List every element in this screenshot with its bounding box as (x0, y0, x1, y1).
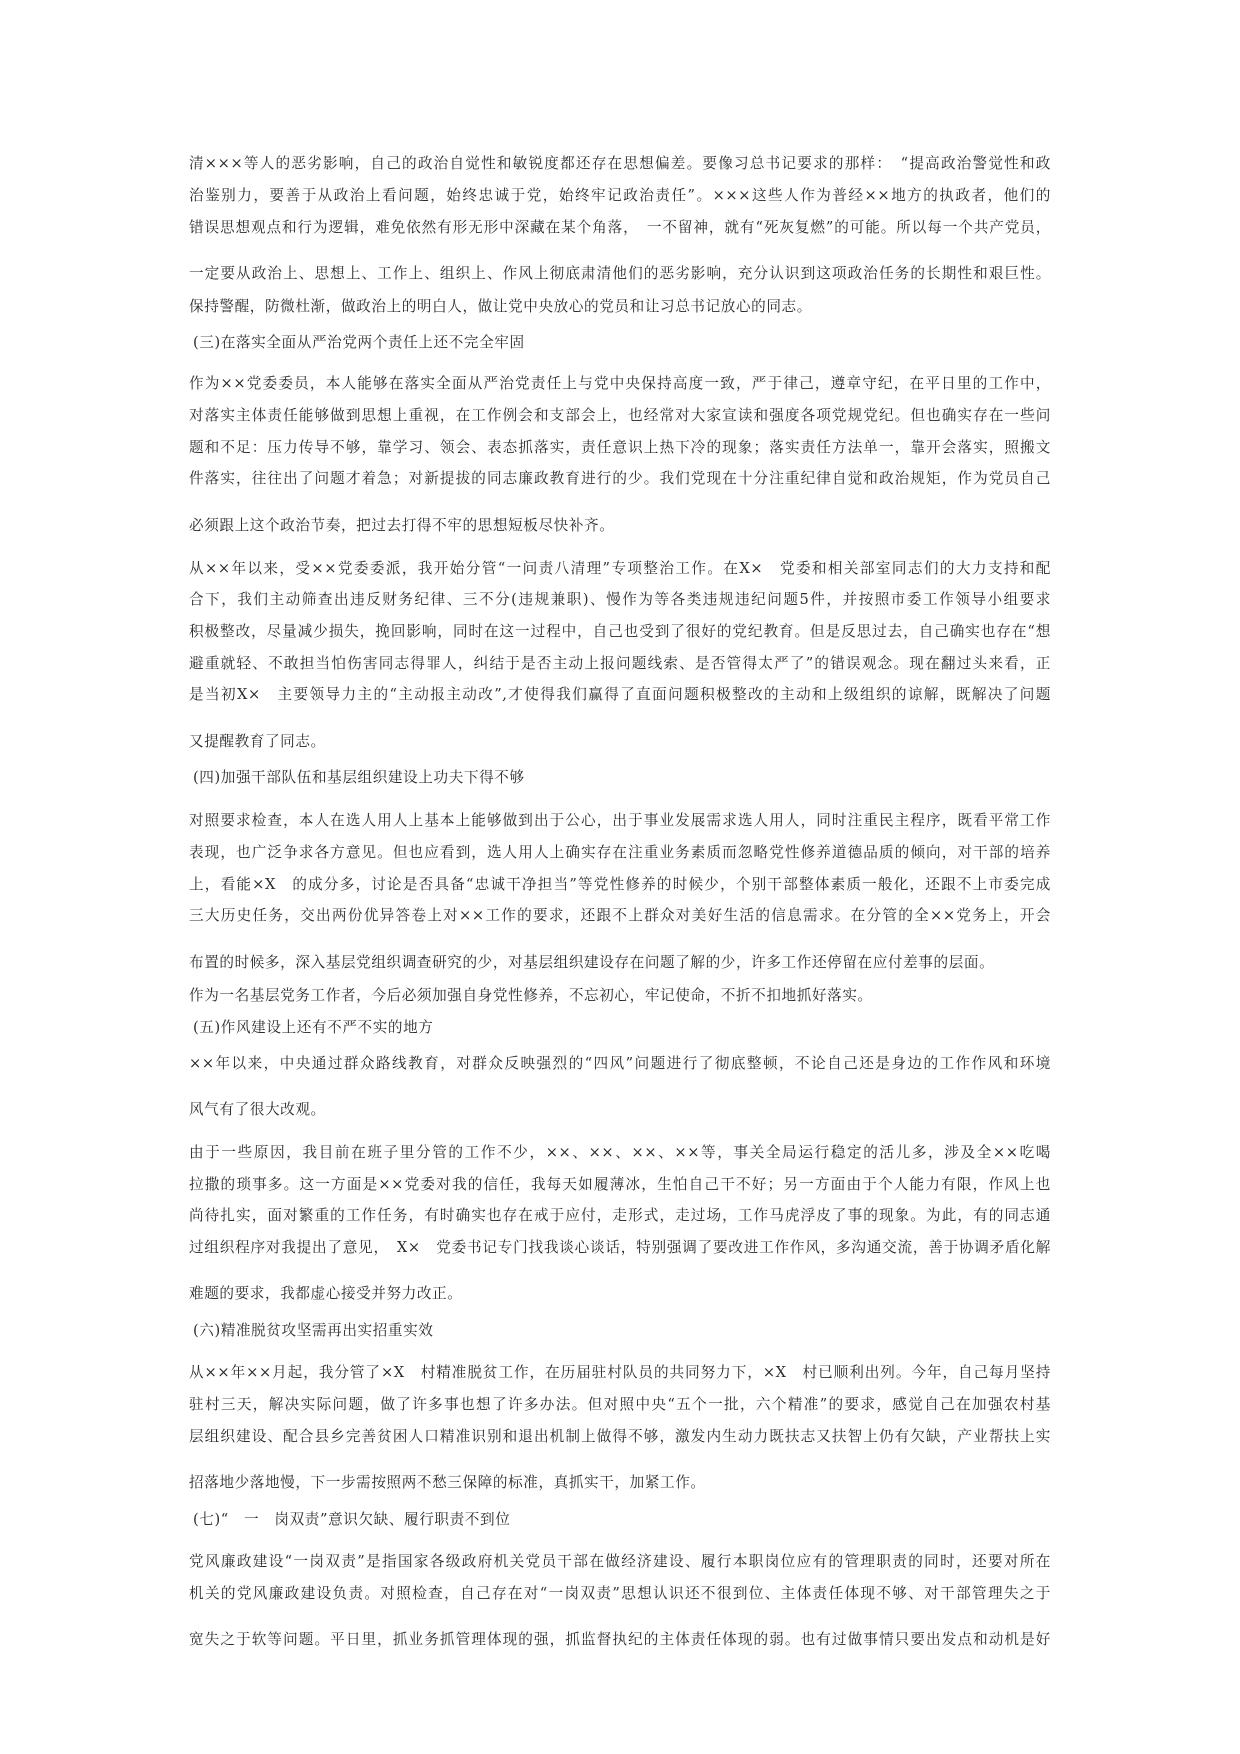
text-line: 尚待扎实，面对繁重的工作任务，有时确实也存在戒于应付，走形式，走过场，工作马虎浮皮了事的现象。为此，有的同志通 (189, 1207, 1051, 1224)
text-line: 层组织建设、配合县乡完善贫困人口精准识别和退出机制上做得不够，激发内生动力既扶志又扶智上仍有欠缺，产业帮扶上实 (189, 1428, 1051, 1445)
text-line: 积极整改，尽量减少损失，挽回影响，同时在这一过程中，自己也受到了很好的党纪教育。但是反思过去，自己确实也存在“想 (189, 623, 1051, 640)
text-line: 作为××党委委员，本人能够在落实全面从严治党责任上与党中央保持高度一致，严于律己，遵章守纪，在平日里的工作中， (189, 375, 1051, 392)
text-line: 三大历史任务，交出两份优异答卷上对××工作的要求，还跟不上群众对美好生活的信息需求。在分管的全××党务上，开会 (189, 907, 1051, 924)
text-line: 招落地少落地慢，下一步需按照两不愁三保障的标准，真抓实干，加紧工作。 (189, 1474, 706, 1491)
text-line: 必须跟上这个政治节奏，把过去打得不牢的思想短板尽快补齐。 (189, 517, 615, 534)
text-line: 驻村三天，解决实际问题，做了许多事也想了许多办法。但对照中央“五个一批，六个精准”的要求，感觉自己在加强农村基 (189, 1396, 1051, 1413)
text-line: 由于一些原因，我目前在班子里分管的工作不少，××、××、××、××等，事关全局运行稳定的活儿多，涉及全××吃喝 (189, 1144, 1051, 1161)
section-heading: (五)作风建设上还有不严不实的地方 (193, 1019, 434, 1036)
text-line: 从××年××月起，我分管了×X 村精准脱贫工作，在历届驻村队员的共同努力下，×X 村已顺利出列。今年，自己每月坚持 (189, 1364, 1051, 1381)
text-line: 避重就轻、不敢担当怕伤害同志得罪人，纠结于是否主动上报问题线索、是否管得太严了”的错误观念。现在翻过头来看，正 (189, 655, 1051, 672)
text-line: 拉撒的琐事多。这一方面是××党委对我的信任，我每天如履薄冰，生怕自己干不好；另一方面由于个人能力有限，作风上也 (189, 1176, 1051, 1193)
text-line: 件落实，往往出了问题才着急；对新提拔的同志廉政教育进行的少。我们党现在十分注重纪律自觉和政治规矩，作为党员自己 (189, 470, 1051, 487)
section-heading: (六)精准脱贫攻坚需再出实招重实效 (193, 1322, 434, 1339)
text-line: 机关的党风廉政建设负责。对照检查，自己存在对“一岗双责”思想认识还不很到位、主体责任体现不够、对干部管理失之于 (189, 1585, 1051, 1602)
section-heading: (七)“ 一 岗双责”意识欠缺、履行职责不到位 (193, 1511, 511, 1528)
text-line: 布置的时候多，深入基层党组织调查研究的少，对基层组织建设存在问题了解的少，许多工作还停留在应付差事的层面。 (189, 954, 995, 971)
text-line: 作为一名基层党务工作者，今后必须加强自身党性修养，不忘初心，牢记使命，不折不扣地抓好落实。 (189, 987, 873, 1004)
text-line: 题和不足：压力传导不够，靠学习、领会、表态抓落实，责任意识上热下冷的现象；落实责任方法单一，靠开会落实，照搬文 (189, 439, 1051, 456)
text-line: 一定要从政治上、思想上、工作上、组织上、作风上彻底肃清他们的恶劣影响，充分认识到这项政治任务的长期性和艰巨性。 (189, 265, 1051, 282)
text-line: 错误思想观点和行为逻辑，难免依然有形无形中深藏在某个角落， 一不留神，就有“死灰复燃”的可能。所以每一个共产党员， (189, 219, 1051, 236)
section-heading: (三)在落实全面从严治党两个责任上还不完全牢固 (193, 334, 525, 351)
text-line: 过组织程序对我提出了意见， X× 党委书记专门找我谈心谈话，特别强调了要改进工作作风，多沟通交流，善于协调矛盾化解 (189, 1239, 1051, 1256)
text-line: 难题的要求，我都虚心接受并努力改正。 (189, 1285, 463, 1302)
text-line: 清×××等人的恶劣影响，自己的政治自觉性和敏锐度都还存在思想偏差。要像习总书记要求的那样： “提高政治警觉性和政 (189, 155, 1051, 172)
text-line: 表现，也广泛争求各方意见。但也应看到，选人用人上确实存在注重业务素质而忽略党性修养道德品质的倾向，对干部的培养 (189, 844, 1051, 861)
text-line: 治鉴别力，要善于从政治上看问题，始终忠诚于党，始终牢记政治责任”。×××这些人作为普经××地方的执政者，他们的 (189, 187, 1051, 204)
text-line: 对照要求检查，本人在选人用人上基本上能够做到出于公心，出于事业发展需求选人用人，同时注重民主程序，既看平常工作 (189, 812, 1051, 829)
text-line: 又提醒教育了同志。 (189, 733, 326, 750)
text-line: 上，看能×X 的成分多，讨论是否具备“忠诚干净担当”等党性修养的时候少，个别干部整体素质一般化，还跟不上市委完成 (189, 876, 1051, 893)
text-line: 合下，我们主动筛查出违反财务纪律、三不分(违规兼职)、慢作为等各类违规违纪问题5件，并按照市委工作领导小组要求 (189, 591, 1051, 608)
text-line: 从××年以来，受××党委委派，我开始分管“一问责八清理”专项整治工作。在X× 党委和相关部室同志们的大力支持和配 (189, 560, 1051, 577)
text-line: 是当初X× 主要领导力主的“主动报主动改”,才使得我们赢得了直面问题积极整改的主动和上级组织的谅解，既解决了问题 (189, 686, 1051, 703)
text-line: ××年以来，中央通过群众路线教育，对群众反映强烈的“四风”问题进行了彻底整顿，不论自己还是身边的工作作风和环境 (189, 1055, 1051, 1072)
text-line: 宽失之于软等问题。平日里，抓业务抓管理体现的强，抓监督执纪的主体责任体现的弱。也有过做事情只要出发点和动机是好 (189, 1631, 1051, 1648)
text-line: 风气有了很大改观。 (189, 1101, 326, 1118)
text-line: 保持警醒，防微杜渐，做政治上的明白人，做让党中央放心的党员和让习总书记放心的同志。 (189, 298, 812, 315)
text-line: 党风廉政建设“一岗双责”是指国家各级政府机关党员干部在做经济建设、履行本职岗位应有的管理职责的同时，还要对所在 (189, 1553, 1051, 1570)
text-line: 对落实主体责任能够做到思想上重视，在工作例会和支部会上，也经常对大家宣读和强度各项党规党纪。但也确实存在一些问 (189, 407, 1051, 424)
section-heading: (四)加强干部队伍和基层组织建设上功夫下得不够 (193, 769, 525, 786)
